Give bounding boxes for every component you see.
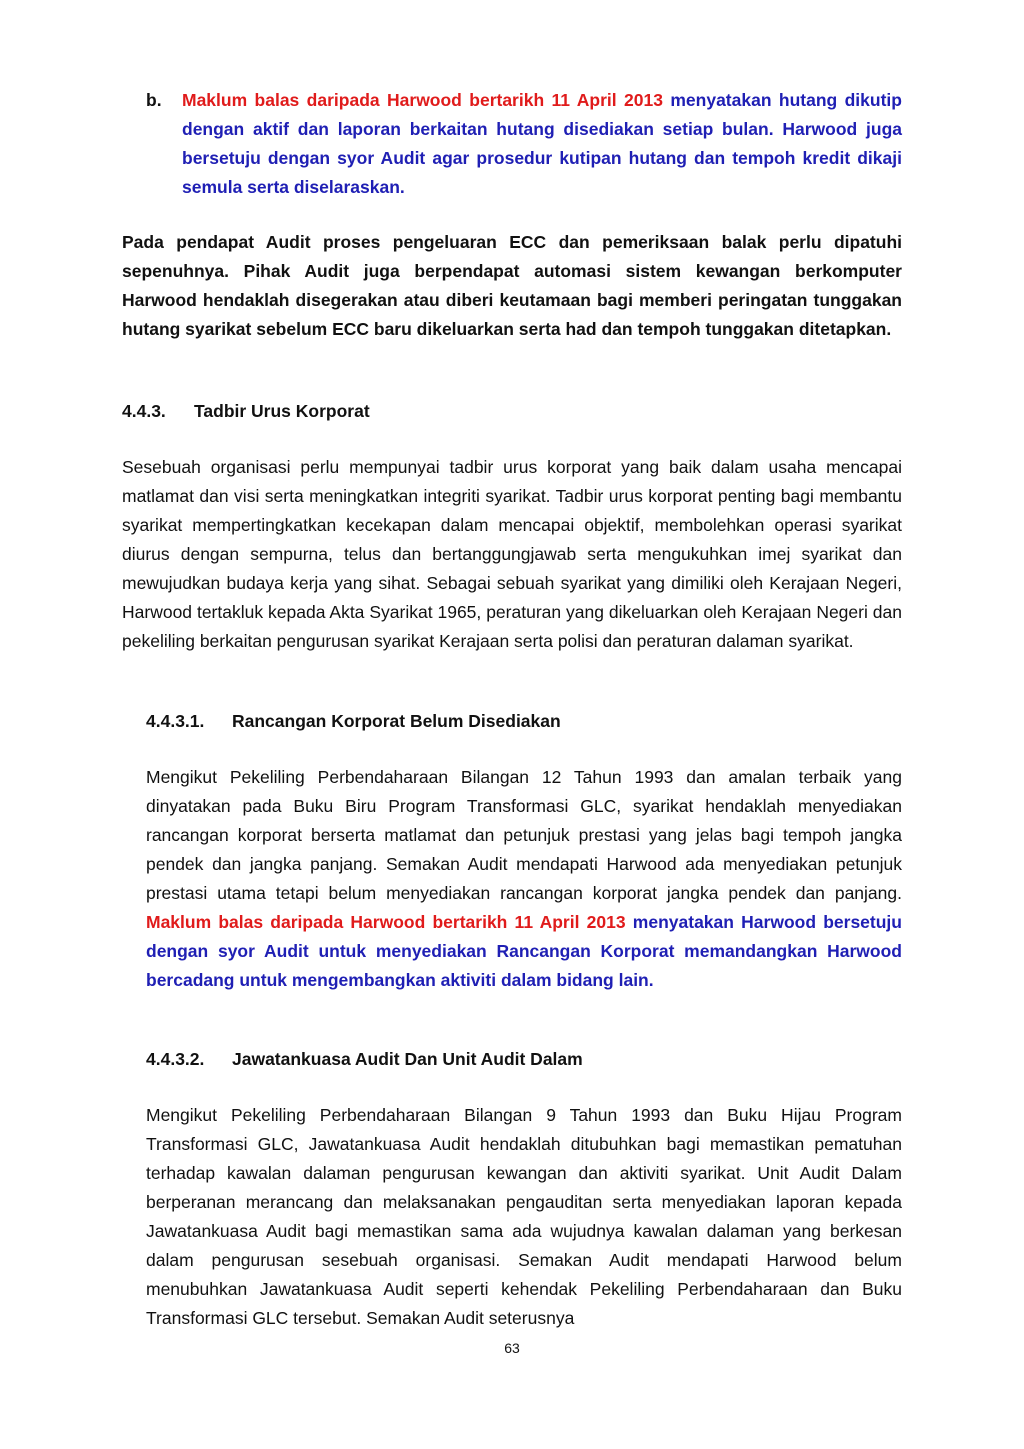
section-heading-4-4-3 [122,397,370,426]
section-4-4-3-2-paragraph: Mengikut Pekeliling Perbendaharaan Bilangan 9 Tahun 1993 dan Buku Hijau Program Transformasi GLC, Jawatankuasa Audit hendaklah ditubuhkan bagi memastikan pematuhan terhadap kawalan dalaman pengurusan kewangan dan aktiviti syarikat. Unit Audit Dalam berperanan merancang dan melaksanakan pengauditan serta menyediakan laporan kepada Jawatankuasa Audit bagi memastikan sama ada wujudnya kawalan dalaman yang berkesan dalam pengurusan sesebuah organisasi. Semakan Audit mendapati Harwood belum menubuhkan Jawatankuasa Audit seperti kehendak Pekeliling Perbendaharaan dan Buku Transformasi GLC tersebut. Semakan Audit seterusnya [146,1105,902,1328]
section-title: Rancangan Korporat Belum Disediakan [232,711,561,731]
section-title: Tadbir Urus Korporat [194,401,370,421]
response-date-text: Maklum balas daripada Harwood bertarikh 11 April 2013 [146,912,626,932]
section-4-4-3-1-paragraph [146,763,902,995]
list-marker: b. [146,90,162,110]
audit-opinion-paragraph: Pada pendapat Audit proses pengeluaran ECC dan pemeriksaan balak perlu dipatuhi sepenuhnya. Pihak Audit juga berpendapat automasi sistem kewangan berkomputer Harwood hendaklah disegerakan atau diberi keutamaan bagi memberi peringatan tunggakan hutang syarikat sebelum ECC baru dikeluarkan serta had dan tempoh tunggakan ditetapkan. [122,232,902,339]
section-number: 4.4.3. [122,401,166,421]
page-number: 63 [504,1340,520,1356]
section-heading-4-4-3-1 [146,707,561,736]
response-text: menyatakan Harwood bersetuju dengan syor Audit untuk menyediakan Rancangan Korporat memandangkan Harwood bercadang untuk mengembangkan aktiviti dalam bidang lain. [146,912,902,990]
section-title: Jawatankuasa Audit Dan Unit Audit Dalam [232,1049,583,1069]
section-number: 4.4.3.1. [146,711,205,731]
section-number: 4.4.3.2. [146,1049,205,1069]
list-item-body [182,86,902,202]
paragraph-text: Mengikut Pekeliling Perbendaharaan Bilangan 12 Tahun 1993 dan amalan terbaik yang dinyatakan pada Buku Biru Program Transformasi GLC, syarikat hendaklah menyediakan rancangan korporat berserta matlamat dan petunjuk prestasi yang jelas bagi tempoh jangka pendek dan jangka panjang. Semakan Audit mendapati Harwood ada menyediakan petunjuk prestasi utama tetapi belum menyediakan rancangan korporat jangka pendek dan panjang. [146,767,902,903]
response-text: menyatakan hutang dikutip dengan aktif dan laporan berkaitan hutang disediakan setiap bulan. Harwood juga bersetuju dengan syor Audit agar prosedur kutipan hutang dan tempoh kredit dikaji semula serta diselaraskan. [182,90,902,197]
response-date-text: Maklum balas daripada Harwood bertarikh 11 April 2013 [182,90,663,110]
section-4-4-3-paragraph: Sesebuah organisasi perlu mempunyai tadbir urus korporat yang baik dalam usaha mencapai matlamat dan visi serta meningkatkan integriti syarikat. Tadbir urus korporat penting bagi membantu syarikat mempertingkatkan kecekapan dalam mencapai objektif, membolehkan operasi syarikat diurus dengan sempurna, telus dan bertanggungjawab serta mengukuhkan imej syarikat dan mewujudkan budaya kerja yang sihat. Sebagai sebuah syarikat yang dimiliki oleh Kerajaan Negeri, Harwood tertakluk kepada Akta Syarikat 1965, peraturan yang dikeluarkan oleh Kerajaan Negeri dan pekeliling berkaitan pengurusan syarikat Kerajaan serta polisi dan peraturan dalaman syarikat. [122,457,902,651]
section-heading-4-4-3-2 [146,1045,583,1074]
